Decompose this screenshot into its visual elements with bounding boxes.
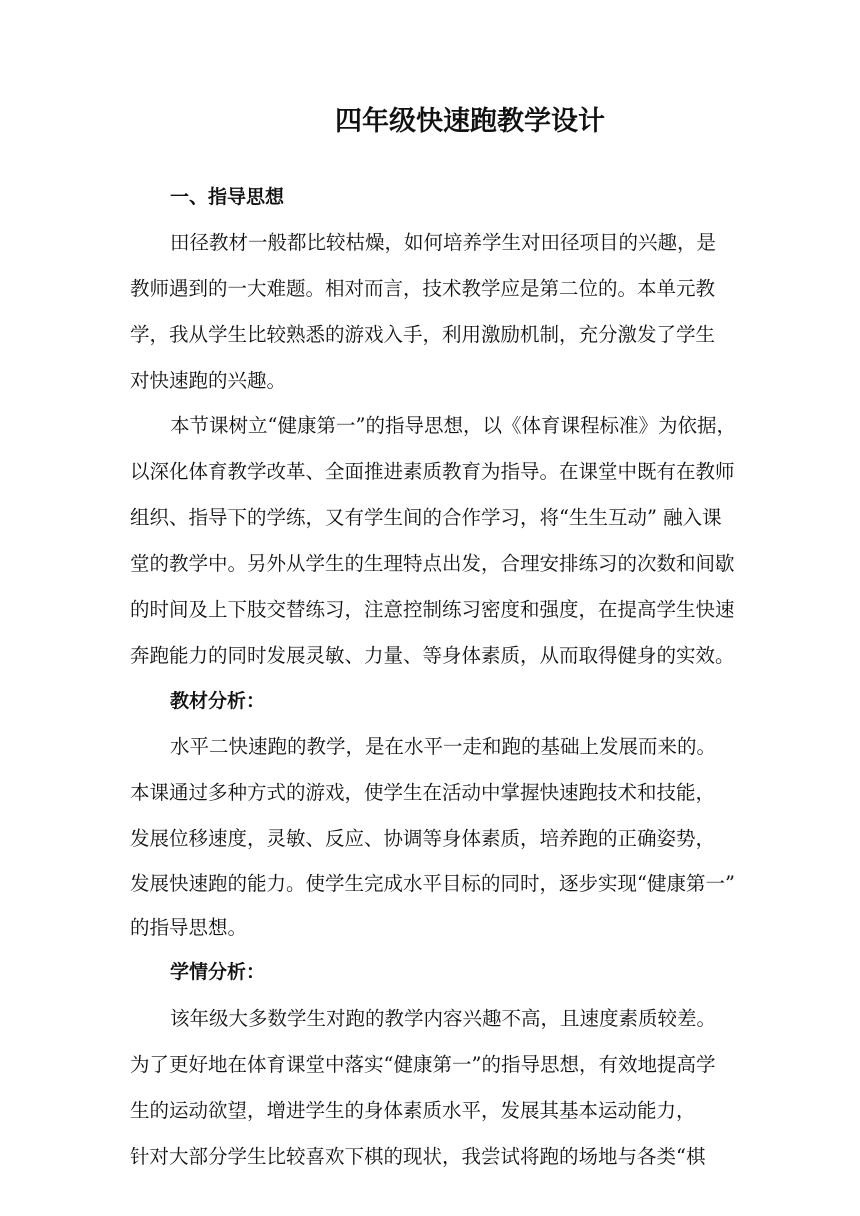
paragraph-line: 该年级大多数学生对跑的教学内容兴趣不高，且速度素质较差。 [170, 1007, 717, 1030]
paragraph-line: 发展位移速度，灵敏、反应、协调等身体素质，培养跑的正确姿势， [130, 827, 716, 850]
paragraph-line: 奔跑能力的同时发展灵敏、力量、等身体素质，从而取得健身的实效。 [130, 644, 735, 667]
paragraph-line: 以深化体育教学改革、全面推进素质教育为指导。在课堂中既有在教师 [130, 460, 735, 483]
paragraph-line: 的指导思想。 [130, 916, 248, 939]
section-heading-guiding-ideology: 一、指导思想 [170, 186, 285, 208]
paragraph-line: 本节课树立“健康第一”的指导思想，以《体育课程标准》为依据， [170, 414, 736, 437]
paragraph-line: 田径教材一般都比较枯燥，如何培养学生对田径项目的兴趣，是 [170, 231, 717, 254]
paragraph-line: 组织、指导下的学练，又有学生间的合作学习，将“生生互动” 融入课 [130, 506, 722, 529]
paragraph-line: 发展快速跑的能力。使学生完成水平目标的同时，逐步实现“健康第一” [130, 872, 735, 895]
paragraph-line: 学，我从学生比较熟悉的游戏入手，利用激励机制，充分激发了学生 [130, 323, 716, 346]
paragraph-line: 对快速跑的兴趣。 [130, 369, 287, 392]
section-heading-student-analysis: 学情分析： [170, 961, 266, 983]
paragraph-line: 针对大部分学生比较喜欢下棋的现状，我尝试将跑的场地与各类“棋 [130, 1145, 706, 1168]
paragraph-line: 为了更好地在体育课堂中落实“健康第一”的指导思想，有效地提高学 [130, 1053, 716, 1076]
document-title: 四年级快速跑教学设计 [335, 106, 605, 137]
paragraph-line: 本课通过多种方式的游戏，使学生在活动中掌握快速跑技术和技能， [130, 781, 716, 804]
section-heading-material-analysis: 教材分析： [170, 690, 266, 712]
paragraph-line: 堂的教学中。另外从学生的生理特点出发，合理安排练习的次数和间歇 [130, 552, 735, 575]
paragraph-line: 的时间及上下肢交替练习，注意控制练习密度和强度，在提高学生快速 [130, 598, 735, 621]
paragraph-line: 水平二快速跑的教学，是在水平一走和跑的基础上发展而来的。 [170, 735, 717, 758]
paragraph-line: 教师遇到的一大难题。相对而言，技术教学应是第二位的。本单元教 [130, 277, 716, 300]
paragraph-line: 生的运动欲望，增进学生的身体素质水平，发展其基本运动能力， [130, 1099, 696, 1122]
